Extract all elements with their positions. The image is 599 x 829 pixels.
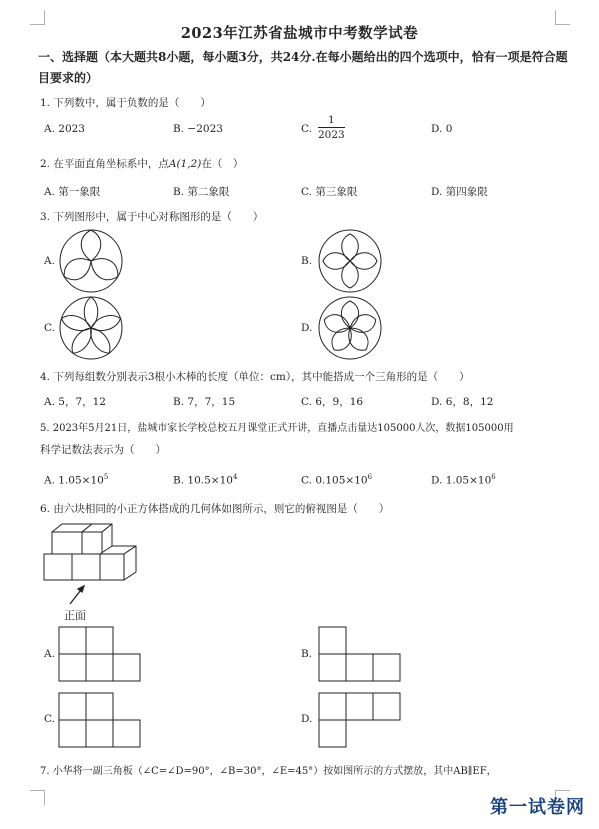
q6-cube-solid-figure bbox=[40, 520, 140, 610]
q2-option-b[interactable]: B. 第二象限 bbox=[173, 186, 230, 198]
q1-option-d[interactable]: D. 0 bbox=[431, 123, 453, 135]
q2-option-c[interactable]: C. 第三象限 bbox=[301, 186, 358, 198]
q6-label-d[interactable]: D. bbox=[301, 713, 313, 725]
question-4-stem: 4. 下列每组数分别表示3根小木棒的长度（单位：cm），其中能搭成一个三角形的是（ ） bbox=[40, 371, 470, 383]
q3-label-b[interactable]: B. bbox=[301, 255, 313, 267]
q3-label-d[interactable]: D. bbox=[301, 322, 313, 334]
q3-figure-a-three-petal[interactable] bbox=[58, 228, 124, 294]
q3-label-a[interactable]: A. bbox=[44, 255, 55, 267]
q2-option-a[interactable]: A. 第一象限 bbox=[44, 186, 101, 198]
q1-option-a[interactable]: A. 2023 bbox=[44, 123, 85, 135]
q4-option-c[interactable]: C. 6，9，16 bbox=[301, 396, 364, 408]
q3-figure-d-five-petal-round[interactable] bbox=[317, 295, 383, 361]
q6-option-d-top-view[interactable] bbox=[318, 692, 402, 748]
crop-mark-bottom-left bbox=[30, 790, 45, 805]
q6-label-a[interactable]: A. bbox=[44, 648, 55, 660]
section-header: 一、选择题（本大题共8小题，每小题3分，共24分.在每小题给出的四个选项中，恰有一项是符合题目要求的） bbox=[38, 50, 568, 85]
q4-option-d[interactable]: D. 6，8，12 bbox=[431, 396, 494, 408]
q6-option-c-top-view[interactable] bbox=[58, 692, 142, 748]
question-5-stem-line2: 科学记数法表示为（ ） bbox=[40, 444, 166, 456]
question-1-stem: 1. 下列数中，属于负数的是（ ） bbox=[40, 97, 211, 109]
q5-option-d[interactable]: D. $1.05\times 10^6$ bbox=[431, 473, 496, 487]
page-title: 2023年江苏省盐城市中考数学试卷 bbox=[180, 25, 419, 42]
fraction-numerator: 1 bbox=[318, 113, 345, 128]
q3-figure-b-four-petal[interactable] bbox=[317, 228, 383, 294]
q3-label-c[interactable]: C. bbox=[44, 322, 55, 334]
question-3-stem: 3. 下列图形中，属于中心对称图形的是（ ） bbox=[40, 211, 264, 223]
q5-option-a[interactable]: A. $1.05\times 10^5$ bbox=[44, 473, 109, 487]
q3-figure-c-five-petal[interactable] bbox=[58, 295, 124, 361]
q1-option-b[interactable]: B. −2023 bbox=[173, 123, 223, 135]
q6-option-b-top-view[interactable] bbox=[318, 626, 402, 682]
q1-option-c[interactable]: C. bbox=[301, 123, 312, 135]
front-view-label: 正面 bbox=[64, 609, 86, 622]
q6-label-b[interactable]: B. bbox=[301, 648, 313, 660]
question-6-stem: 6. 由六块相同的小正方体搭成的几何体如图所示，则它的俯视图是（ ） bbox=[40, 503, 390, 515]
watermark-brand: 第一试卷网 bbox=[490, 797, 585, 818]
fraction-denominator: 2023 bbox=[318, 129, 345, 141]
q2-option-d[interactable]: D. 第四象限 bbox=[431, 186, 488, 198]
q1-option-c-fraction[interactable] bbox=[318, 113, 345, 142]
q4-option-b[interactable]: B. 7，7，15 bbox=[173, 396, 236, 408]
q5-option-c[interactable]: C. $0.105\times 10^6$ bbox=[301, 473, 373, 487]
point-a-coordinates: A(1,2) bbox=[168, 158, 202, 170]
question-2-stem: 2. 在平面直角坐标系中，点A(1,2)在（ ） bbox=[40, 158, 244, 170]
question-7-stem: 7. 小华将一副三角板（∠C=∠D=90°，∠B=30°，∠E=45°）按如图所示的方式摆放，其中AB∥EF， bbox=[40, 766, 497, 777]
q6-label-c[interactable]: C. bbox=[44, 713, 55, 725]
q5-option-b[interactable]: B. $10.5\times 10^4$ bbox=[173, 473, 238, 487]
q6-option-a-top-view[interactable] bbox=[58, 626, 142, 682]
q4-option-a[interactable]: A. 5，7，12 bbox=[44, 396, 106, 408]
question-5-stem-line1: 5. 2023年5月21日，盐城市家长学校总校五月课堂正式开讲，直播点击量达105000人次，数据105000用 bbox=[40, 423, 514, 434]
